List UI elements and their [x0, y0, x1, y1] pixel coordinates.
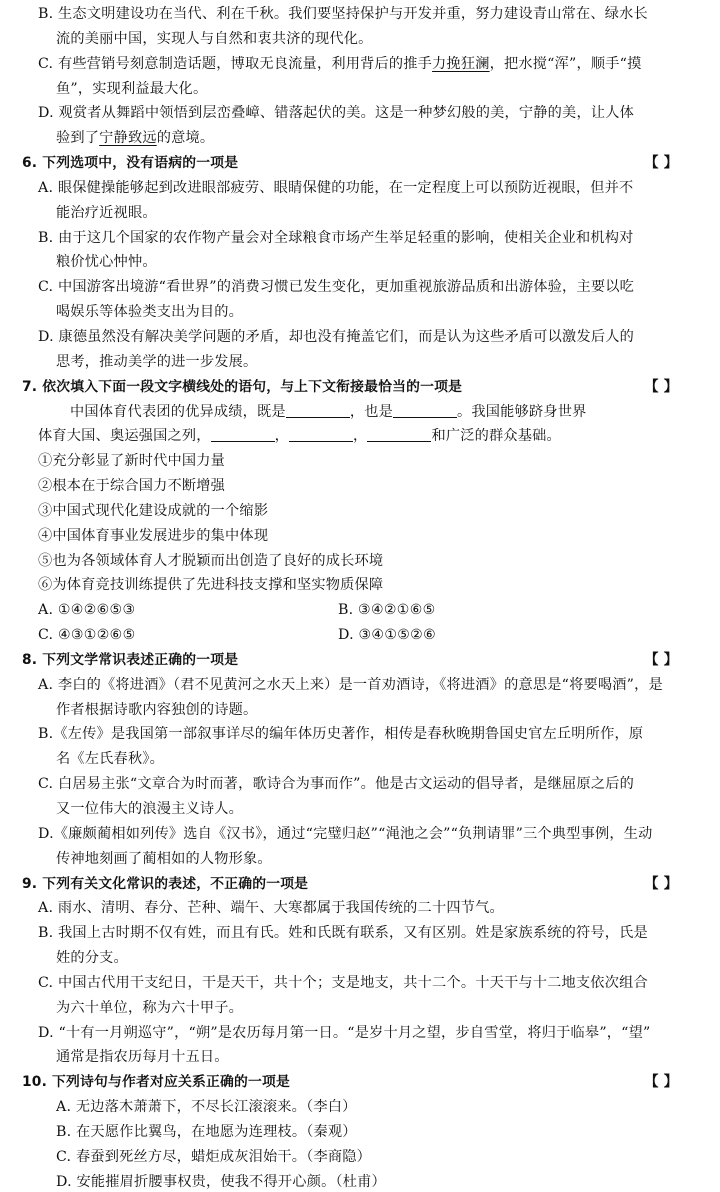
q6-option-d-line1: D. 康德虽然没有解决美学问题的矛盾，却也没有掩盖它们，而是认为这些矛盾可以激发后人的	[38, 328, 634, 345]
q9-option-c-line2: 为六十单位，称为六十甲子。	[56, 999, 244, 1016]
q7-choices-row1	[22, 600, 678, 620]
q9-option-d-line2: 通常是指农历每月十五日。	[56, 1049, 229, 1066]
q9-option-b-line2: 姓的分支。	[56, 950, 128, 967]
q7-item: ⑤也为各领域体育人才脱颖而出创造了良好的成长环境	[38, 552, 384, 569]
q5-option-c-text2: ，把水搅“浑”，顺手“摸	[489, 55, 642, 72]
q7-choice-a[interactable]: A. ①④②⑥⑤③	[38, 602, 136, 619]
q5-option-c-line2: 鱼”，实现利益最大化。	[56, 80, 208, 97]
q7-item: ④中国体育事业发展进步的集中体现	[38, 527, 269, 544]
q6-option-a-line1: A. 眼保健操能够起到改进眼部疲劳、眼睛保健的功能，在一定程度上可以预防近视眼，但并不	[38, 179, 634, 196]
q5-option-c-line1	[22, 54, 678, 74]
q6-answer-bracket[interactable]: 【 】	[644, 155, 678, 172]
q8-option-a-line2: 作者根据诗歌内容独创的诗题。	[56, 701, 258, 718]
q5-option-d-line1: D. 观赏者从舞蹈中领悟到层峦叠嶂、错落起伏的美。这是一种梦幻般的美，宁静的美，让人体	[38, 105, 634, 122]
q9-option-c-line1: C. 中国古代用干支纪日，干是天干，共十个；支是地支，共十二个。十天干与十二地支依次组合	[38, 974, 648, 991]
fill-blank[interactable]	[367, 427, 431, 442]
q10-option-d: D. 安能摧眉折腰事权贵，使我不得开心颜。（杜甫）	[56, 1173, 386, 1190]
q7-passage-text: 。我国能够跻身世界	[457, 403, 587, 420]
q7-passage-line1	[22, 402, 678, 422]
q7-passage-text: ，	[274, 428, 290, 445]
q7-choice-b[interactable]: B. ③④②①⑥⑤	[338, 602, 436, 619]
fill-blank[interactable]	[211, 427, 275, 442]
q5-option-b-line2: 流的美丽中国，实现人与自然和衷共济的现代化。	[56, 30, 373, 47]
q6-option-b-line1: B. 由于这几个国家的农作物产量会对全球粮食市场产生举足轻重的影响，使相关企业和机构对	[38, 229, 634, 246]
q5-option-b-line1: B. 生态文明建设功在当代、利在千秋。我们要坚持保护与开发并重，努力建设青山常在、绿水长	[38, 6, 648, 22]
q6-option-d-line2: 思考，推动美学的进一步发展。	[56, 353, 258, 370]
q9-stem-text: 9. 下列有关文化常识的表述，不正确的一项是	[22, 875, 309, 892]
q8-option-c-line2: 又一位伟大的浪漫主义诗人。	[56, 801, 244, 817]
q9-answer-bracket[interactable]: 【 】	[644, 875, 678, 892]
q10-option-c: C. 春蚕到死丝方尽，蜡炬成灰泪始干。（李商隐）	[56, 1148, 372, 1165]
q9-option-d-line1: D. “十有一月朔巡守”，“朔”是农历每月第一日。“是岁十月之望，步自雪堂，将归于临皋”，“望”	[38, 1024, 651, 1041]
q8-option-b-line2: 名《左氏春秋》。	[56, 751, 165, 768]
q6-option-b-line2: 粮价忧心忡忡。	[56, 254, 157, 271]
q9-option-b-line1: B. 我国上古时期不仅有姓，而且有氏。姓和氏既有联系，又有区别。姓是家族系统的符号，氏是	[38, 925, 648, 942]
q5-option-d-underlined: 宁静致远	[99, 130, 157, 147]
q7-item: ③中国式现代化建设成就的一个缩影	[38, 502, 269, 519]
q7-choice-d[interactable]: D. ③④①⑤②⑥	[338, 627, 437, 644]
q7-item: ①充分彰显了新时代中国力量	[38, 453, 226, 470]
q10-answer-bracket[interactable]: 【 】	[644, 1074, 678, 1091]
q8-stem	[22, 650, 678, 670]
q5-option-d-text2: 的意境。	[156, 130, 215, 147]
fill-blank[interactable]	[393, 403, 457, 418]
q10-stem-text: 10. 下列诗句与作者对应关系正确的一项是	[22, 1074, 290, 1091]
fill-blank[interactable]	[289, 427, 353, 442]
q7-passage-text: ，	[353, 428, 368, 445]
q7-item: ⑥为体育竞技训练提供了先进科技支撑和坚实物质保障	[38, 577, 384, 594]
q7-item: ②根本在于综合国力不断增强	[38, 478, 226, 495]
q7-stem	[22, 377, 678, 397]
q5-option-d-text: 验到了	[56, 130, 100, 147]
q9-stem	[22, 874, 678, 894]
q6-option-c-line1: C. 中国游客出境游“看世界”的消费习惯已发生变化，更加重视旅游品质和出游体验，主要以吃	[38, 279, 634, 296]
fill-blank[interactable]	[286, 403, 350, 418]
q7-answer-bracket[interactable]: 【 】	[644, 378, 678, 395]
q7-passage-text: 体育大国、奥运强国之列，	[38, 428, 211, 445]
q8-option-a-line1: A. 李白的《将进酒》（君不见黄河之水天上来）是一首劝酒诗，《将进酒》的意思是“将要喝酒”，是	[38, 676, 663, 693]
q10-option-b: B. 在天愿作比翼鸟，在地愿为连理枝。（秦观）	[56, 1123, 357, 1140]
q5-option-c-text: C. 有些营销号刻意制造话题，博取无良流量，利用背后的推手	[38, 55, 433, 72]
q10-option-a: A. 无边落木萧萧下，不尽长江滚滚来。（李白）	[56, 1099, 357, 1116]
q6-option-a-line2: 能治疗近视眼。	[56, 204, 157, 221]
q6-stem	[22, 153, 678, 173]
q8-option-c-line1: C. 白居易主张“文章合为时而著，歌诗合为事而作”。他是古文运动的倡导者，是继屈原之后的	[38, 776, 634, 793]
q8-option-d-line1: D.《廉颇蔺相如列传》选自《汉书》，通过“完璧归赵”“渑池之会”“负荆请罪”三个典型事例，生动	[38, 825, 653, 842]
q5-option-d-line2	[22, 128, 678, 148]
q8-stem-text: 8. 下列文学常识表述正确的一项是	[22, 651, 239, 668]
q8-option-d-line2: 传神地刻画了蔺相如的人物形象。	[56, 850, 272, 867]
q7-choices-row2	[22, 625, 678, 645]
q8-option-b-line1: B.《左传》是我国第一部叙事详尽的编年体历史著作，相传是春秋晚期鲁国史官左丘明所作，原	[38, 726, 644, 743]
q7-passage-text: 和广泛的群众基础。	[431, 428, 561, 445]
q7-passage-line2	[22, 426, 678, 446]
q9-option-a-line1: A. 雨水、清明、春分、芒种、端午、大寒都属于我国传统的二十四节气。	[38, 900, 504, 917]
q7-passage-text: 中国体育代表团的优异成绩，既是	[70, 403, 286, 420]
q6-stem-text: 6. 下列选项中，没有语病的一项是	[22, 155, 239, 172]
q8-answer-bracket[interactable]: 【 】	[644, 651, 678, 668]
q7-stem-text: 7. 依次填入下面一段文字横线处的语句，与上下文衔接最恰当的一项是	[22, 378, 463, 395]
q10-stem	[22, 1072, 678, 1092]
q7-passage-text: ，也是	[349, 403, 393, 420]
q6-option-c-line2: 喝娱乐等体验类支出为目的。	[56, 304, 244, 321]
q7-choice-c[interactable]: C. ④③①②⑥⑤	[38, 627, 136, 644]
q5-option-c-underlined: 力挽狂澜	[432, 55, 490, 72]
